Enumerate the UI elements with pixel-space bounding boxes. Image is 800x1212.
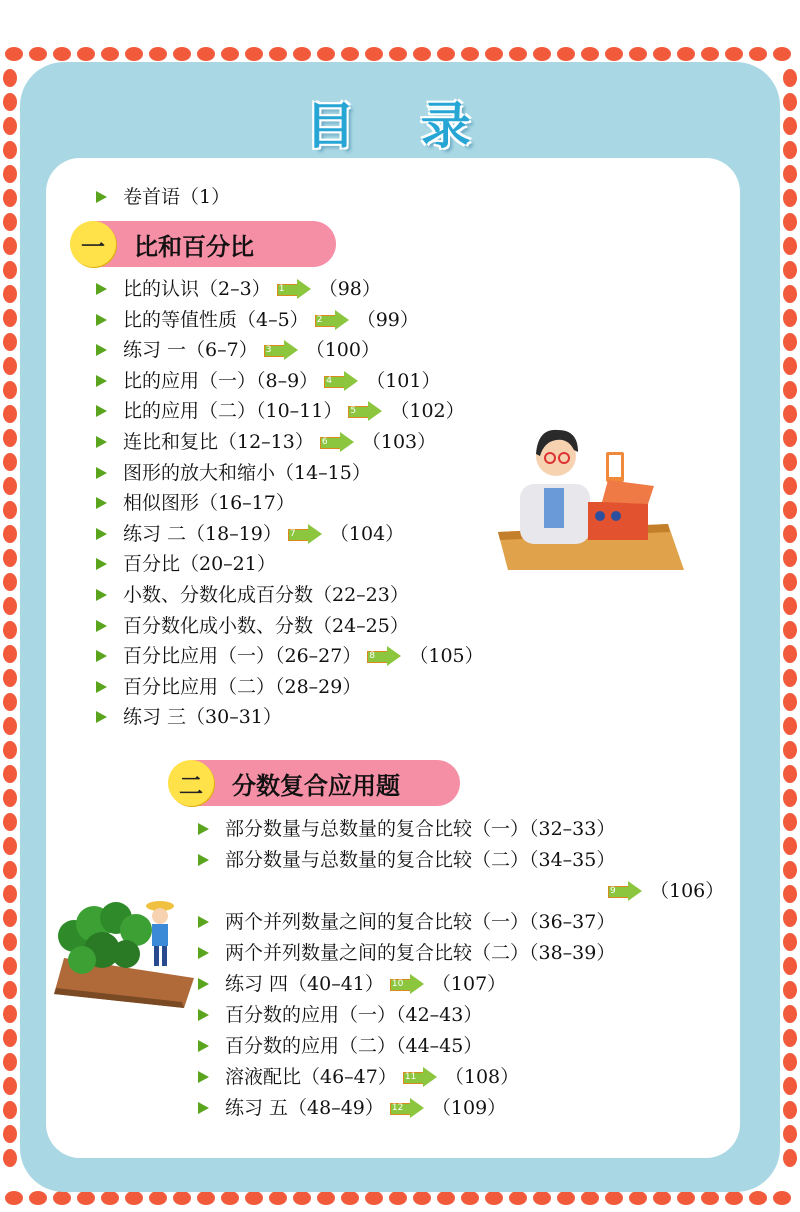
bullet-triangle-icon — [96, 650, 107, 662]
border-dot — [783, 1101, 797, 1119]
border-dot — [701, 47, 719, 61]
border-dot — [149, 1191, 167, 1205]
border-dot — [317, 1191, 335, 1205]
border-dot — [341, 47, 359, 61]
border-dot — [581, 1191, 599, 1205]
arrow-number: 10 — [391, 979, 404, 989]
border-dot — [783, 357, 797, 375]
border-dot — [783, 813, 797, 831]
border-dot — [783, 1005, 797, 1023]
entry-title: 练习 四（40–41） — [225, 973, 384, 995]
border-dot — [533, 1191, 551, 1205]
entry-title: 练习 三（30–31） — [123, 706, 282, 729]
border-dot — [605, 47, 623, 61]
border-dot — [77, 47, 95, 61]
border-dot — [365, 1191, 383, 1205]
border-dot — [783, 285, 797, 303]
border-dot — [3, 1101, 17, 1119]
arrow-number: 3 — [265, 345, 272, 356]
toc-entry[interactable] — [96, 488, 295, 518]
arrow-right-icon — [264, 341, 298, 359]
border-dot — [783, 957, 797, 975]
arrow-right-icon — [390, 975, 424, 993]
toc-entry[interactable] — [96, 335, 380, 365]
border-dot — [3, 837, 17, 855]
border-dot — [3, 885, 17, 903]
border-dot — [3, 1149, 17, 1167]
border-dot — [677, 47, 695, 61]
border-dot — [783, 933, 797, 951]
toc-entry[interactable] — [198, 814, 615, 844]
border-dot — [3, 909, 17, 927]
entry-title: 比的等值性质（4–5） — [123, 308, 309, 331]
toc-entry[interactable] — [198, 1000, 482, 1030]
entry-title: 图形的放大和缩小（14–15） — [123, 461, 371, 484]
unit-number-badge: 二 — [168, 760, 214, 806]
border-dot — [783, 69, 797, 87]
answer-page-ref: （103） — [361, 431, 437, 453]
bullet-triangle-icon — [198, 854, 209, 866]
border-dot — [677, 1191, 695, 1205]
border-dot — [77, 1191, 95, 1205]
border-dot — [197, 1191, 215, 1205]
arrow-right-icon — [288, 525, 322, 543]
border-dot — [461, 47, 479, 61]
border-dot — [3, 1053, 17, 1071]
arrow-right-icon — [324, 372, 358, 390]
entry-title: 连比和复比（12–13） — [123, 431, 314, 453]
entry-title: 比的应用（二）（10–11） — [123, 400, 343, 423]
arrow-right-icon — [315, 311, 349, 329]
border-dot — [783, 189, 797, 207]
arrow-number: 7 — [289, 528, 296, 539]
entry-title: 百分数的应用（二）（44–45） — [225, 1035, 483, 1057]
entry-title: 溶液配比（46–47） — [225, 1066, 397, 1088]
border-dot — [773, 47, 791, 61]
border-dot — [3, 285, 17, 303]
border-dot — [197, 47, 215, 61]
border-dot — [783, 621, 797, 639]
entry-title: 部分数量与总数量的复合比较（二）（34–35） — [225, 849, 616, 871]
bullet-triangle-icon — [198, 978, 209, 990]
toc-entry[interactable] — [198, 907, 615, 937]
answer-page-ref: （105） — [409, 645, 484, 668]
border-dot — [783, 1029, 797, 1047]
border-dot — [3, 957, 17, 975]
toc-entry-continuation[interactable] — [602, 876, 724, 906]
unit-header-2 — [172, 760, 460, 806]
border-dot — [783, 693, 797, 711]
border-dot — [629, 1191, 647, 1205]
border-dot — [149, 47, 167, 61]
teacher-illustration — [498, 420, 688, 570]
toc-entry[interactable] — [96, 672, 361, 702]
answer-page-ref: （99） — [356, 308, 419, 331]
entry-title: 百分比应用（二）（28–29） — [123, 675, 362, 698]
toc-entry[interactable] — [96, 427, 436, 457]
border-dot — [125, 1191, 143, 1205]
border-dot — [749, 47, 767, 61]
unit-number-badge: 一 — [70, 221, 116, 267]
border-dot — [3, 933, 17, 951]
border-dot — [53, 1191, 71, 1205]
border-dot — [783, 645, 797, 663]
border-dot — [485, 1191, 503, 1205]
toc-entry[interactable] — [198, 1062, 519, 1092]
border-dot — [3, 501, 17, 519]
border-dot — [783, 765, 797, 783]
border-dot — [413, 47, 431, 61]
border-dot — [783, 501, 797, 519]
border-dot — [3, 333, 17, 351]
preface-label: 卷首语（1） — [123, 186, 231, 208]
border-dot — [3, 621, 17, 639]
border-dot — [783, 525, 797, 543]
entry-title: 练习 一（6–7） — [123, 339, 258, 362]
entry-title: 百分比（20–21） — [123, 553, 276, 576]
bullet-triangle-icon — [96, 558, 107, 570]
border-dot — [3, 165, 17, 183]
border-dot — [3, 189, 17, 207]
bullet-triangle-icon — [96, 711, 107, 723]
border-dot — [557, 47, 575, 61]
arrow-number: 8 — [369, 651, 376, 662]
border-dot — [3, 525, 17, 543]
border-dot — [3, 693, 17, 711]
border-dot — [783, 1149, 797, 1167]
answer-page-ref: （108） — [444, 1066, 520, 1088]
border-dot — [29, 47, 47, 61]
entry-title: 两个并列数量之间的复合比较（一）（36–37） — [225, 911, 616, 933]
border-dot — [3, 69, 17, 87]
bullet-triangle-icon — [198, 916, 209, 928]
border-dot — [389, 47, 407, 61]
border-dot — [783, 453, 797, 471]
border-dot — [773, 1191, 791, 1205]
answer-page-ref: （106） — [650, 880, 725, 902]
answer-page-ref: （100） — [305, 339, 380, 362]
border-dot — [485, 47, 503, 61]
bullet-triangle-icon — [198, 1102, 209, 1114]
bullet-triangle-icon — [96, 375, 107, 387]
border-dot — [245, 47, 263, 61]
entry-title: 部分数量与总数量的复合比较（一）（32–33） — [225, 818, 616, 840]
border-dot — [3, 453, 17, 471]
border-dot — [173, 1191, 191, 1205]
border-dot — [3, 765, 17, 783]
border-dot — [783, 885, 797, 903]
border-dot — [783, 573, 797, 591]
farmer-illustration — [54, 898, 194, 1008]
answer-page-ref: （102） — [390, 400, 465, 423]
answer-page-ref: （104） — [329, 522, 405, 545]
border-dot — [245, 1191, 263, 1205]
arrow-number: 11 — [404, 1072, 417, 1082]
border-dot — [783, 717, 797, 735]
page-title: 目 录 — [305, 97, 495, 155]
bullet-triangle-icon — [96, 344, 107, 356]
answer-page-ref: （98） — [318, 278, 381, 300]
border-dot — [3, 1077, 17, 1095]
bullet-triangle-icon — [96, 283, 107, 295]
border-dot — [749, 1191, 767, 1205]
border-dot — [533, 47, 551, 61]
border-dot — [557, 1191, 575, 1205]
border-dot — [3, 741, 17, 759]
border-dot — [783, 837, 797, 855]
border-dot — [783, 1053, 797, 1071]
border-dot — [173, 47, 191, 61]
border-dot — [3, 237, 17, 255]
entry-title: 百分数化成小数、分数（24–25） — [123, 614, 409, 637]
border-dot — [3, 669, 17, 687]
border-dot — [221, 47, 239, 61]
border-dot — [783, 789, 797, 807]
entry-title: 比的认识（2–3） — [123, 278, 271, 300]
border-dot — [783, 981, 797, 999]
arrow-right-icon — [348, 402, 382, 420]
toc-entry[interactable] — [96, 641, 484, 671]
bullet-triangle-icon — [198, 1040, 209, 1052]
border-dot — [101, 47, 119, 61]
arrow-right-icon — [367, 647, 401, 665]
arrow-right-icon — [390, 1099, 424, 1117]
border-dot — [783, 261, 797, 279]
border-dot — [701, 1191, 719, 1205]
border-dot — [5, 47, 23, 61]
bullet-triangle-icon — [96, 681, 107, 693]
border-dot — [783, 1125, 797, 1143]
border-dot — [783, 909, 797, 927]
border-dot — [365, 47, 383, 61]
entry-title: 百分比应用（一）（26–27） — [123, 645, 362, 668]
unit-header-1 — [74, 221, 336, 267]
border-dot — [3, 981, 17, 999]
border-dot — [341, 1191, 359, 1205]
arrow-number: 4 — [326, 375, 332, 386]
border-dot — [3, 261, 17, 279]
border-dot — [125, 47, 143, 61]
toc-entry[interactable] — [96, 580, 409, 610]
border-dot — [783, 597, 797, 615]
toc-entry[interactable] — [96, 702, 282, 732]
border-dot — [783, 549, 797, 567]
border-dot — [437, 47, 455, 61]
border-dot — [725, 1191, 743, 1205]
border-dot — [53, 47, 71, 61]
border-dot — [783, 429, 797, 447]
border-dot — [783, 1077, 797, 1095]
border-dot — [3, 357, 17, 375]
bullet-triangle-icon — [198, 823, 209, 835]
border-dot — [3, 1125, 17, 1143]
border-dot — [783, 237, 797, 255]
toc-entry[interactable] — [96, 366, 440, 396]
border-dot — [783, 477, 797, 495]
entry-title: 百分数的应用（一）（42–43） — [225, 1004, 483, 1026]
arrow-number: 5 — [350, 406, 357, 417]
toc-preface[interactable] — [96, 182, 230, 212]
border-dot — [437, 1191, 455, 1205]
border-dot — [293, 1191, 311, 1205]
toc-entry[interactable] — [198, 969, 506, 999]
border-dot — [783, 309, 797, 327]
border-dot — [293, 47, 311, 61]
bullet-triangle-icon — [198, 947, 209, 959]
border-dot — [3, 549, 17, 567]
answer-page-ref: （101） — [366, 369, 441, 392]
border-dot — [3, 1005, 17, 1023]
bullet-triangle-icon — [96, 497, 107, 509]
entry-title: 练习 二（18–19） — [123, 522, 282, 545]
arrow-number: 2 — [316, 314, 323, 325]
bullet-triangle-icon — [96, 405, 107, 417]
toc-entry[interactable] — [96, 611, 409, 641]
border-dot — [605, 1191, 623, 1205]
toc-entry[interactable] — [96, 274, 381, 304]
border-dot — [3, 789, 17, 807]
bullet-triangle-icon — [96, 467, 107, 479]
border-dot — [3, 381, 17, 399]
answer-page-ref: （107） — [431, 973, 507, 995]
border-dot — [269, 47, 287, 61]
bullet-triangle-icon — [96, 191, 107, 203]
entry-title: 小数、分数化成百分数（22–23） — [123, 584, 409, 606]
border-dot — [509, 47, 527, 61]
toc-entry[interactable] — [96, 305, 419, 335]
border-dot — [317, 47, 335, 61]
border-dot — [3, 645, 17, 663]
border-dot — [783, 861, 797, 879]
arrow-number: 9 — [610, 886, 616, 896]
border-dot — [783, 381, 797, 399]
bullet-triangle-icon — [96, 620, 107, 632]
bullet-triangle-icon — [96, 314, 107, 326]
border-dot — [5, 1191, 23, 1205]
entry-title: 两个并列数量之间的复合比较（二）（38–39） — [225, 942, 616, 964]
border-dot — [389, 1191, 407, 1205]
border-dot — [29, 1191, 47, 1205]
border-dot — [3, 861, 17, 879]
arrow-right-icon — [277, 280, 311, 298]
border-dot — [3, 597, 17, 615]
arrow-number: 1 — [278, 284, 285, 294]
border-dot — [581, 47, 599, 61]
border-dot — [461, 1191, 479, 1205]
answer-page-ref: （109） — [431, 1097, 507, 1119]
unit-title: 比和百分比 — [134, 232, 254, 261]
toc-entry[interactable] — [198, 1093, 506, 1123]
toc-entry[interactable] — [96, 396, 465, 426]
toc-entry[interactable] — [96, 458, 371, 488]
toc-entry[interactable] — [198, 845, 615, 875]
border-dot — [101, 1191, 119, 1205]
toc-entry[interactable] — [96, 519, 404, 549]
entry-title: 比的应用（一）（8–9） — [123, 369, 319, 392]
toc-entry[interactable] — [198, 938, 615, 968]
border-dot — [783, 669, 797, 687]
toc-entry[interactable] — [198, 1031, 482, 1061]
entry-title: 练习 五（48–49） — [225, 1097, 384, 1119]
arrow-right-icon — [608, 882, 642, 900]
border-dot — [783, 333, 797, 351]
border-dot — [3, 477, 17, 495]
bullet-triangle-icon — [198, 1009, 209, 1021]
border-dot — [3, 813, 17, 831]
bullet-triangle-icon — [96, 528, 107, 540]
arrow-right-icon — [320, 433, 354, 451]
border-dot — [509, 1191, 527, 1205]
border-dot — [783, 165, 797, 183]
border-dot — [629, 47, 647, 61]
border-dot — [783, 741, 797, 759]
border-dot — [3, 717, 17, 735]
border-dot — [221, 1191, 239, 1205]
border-dot — [783, 405, 797, 423]
border-dot — [653, 1191, 671, 1205]
border-dot — [725, 47, 743, 61]
border-dot — [3, 429, 17, 447]
bullet-triangle-icon — [198, 1071, 209, 1083]
arrow-number: 12 — [391, 1103, 404, 1113]
border-dot — [653, 47, 671, 61]
arrow-number: 6 — [321, 437, 328, 447]
border-dot — [3, 573, 17, 591]
bullet-triangle-icon — [96, 589, 107, 601]
arrow-right-icon — [403, 1068, 437, 1086]
border-dot — [3, 213, 17, 231]
border-dot — [413, 1191, 431, 1205]
unit-title: 分数复合应用题 — [232, 771, 400, 800]
toc-entry[interactable] — [96, 549, 276, 579]
border-dot — [3, 1029, 17, 1047]
bullet-triangle-icon — [96, 436, 107, 448]
border-dot — [3, 309, 17, 327]
border-dot — [3, 405, 17, 423]
border-dot — [269, 1191, 287, 1205]
border-dot — [783, 213, 797, 231]
entry-title: 相似图形（16–17） — [123, 492, 295, 515]
